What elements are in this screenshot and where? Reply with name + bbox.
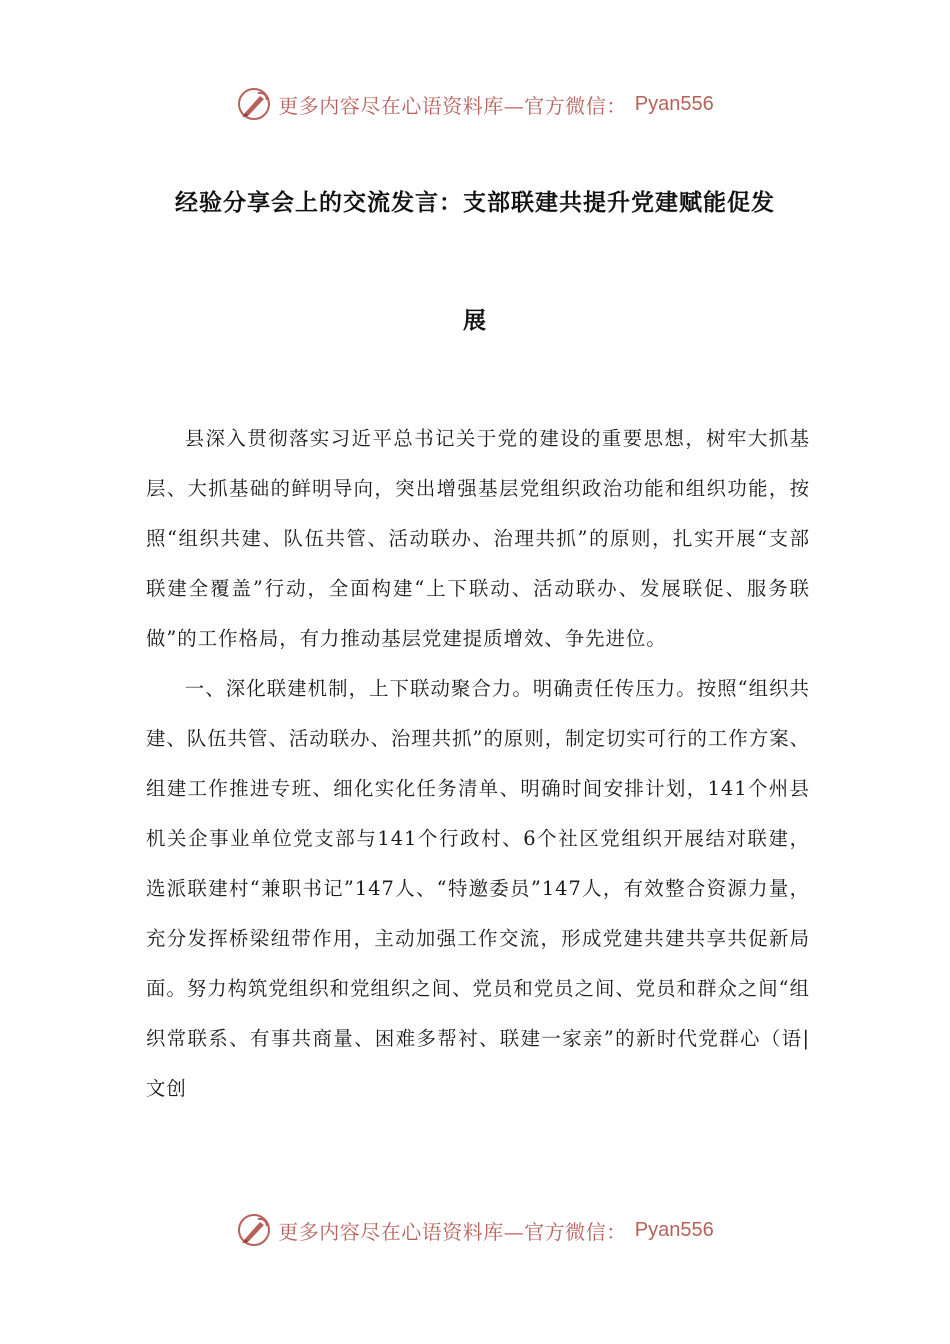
watermark-handle: Pyan556 <box>634 1218 714 1241</box>
watermark-text: 更多内容尽在心语资料库—官方微信： <box>278 93 627 118</box>
document-title-line-1: 经验分享会上的交流发言：支部联建共提升党建赋能促发 <box>175 190 775 216</box>
header-watermark <box>0 84 950 124</box>
paragraph: 一、深化联建机制，上下联动聚合力。明确责任传压力。按照“组织共建、队伍共管、活动联办、治理共抓”的原则，制定切实可行的工作方案、组建工作推进专班、细化实化任务清单、明确时间安排计划，141个州县机关企事业单位党支部与141个行政村、6个社区党组织开展结对联建，选派联建村“兼职书记”147人、“特邀委员”147人，有效整合资源力量，充分发挥桥梁纽带作用，主动加强工作交流，形成党建共建共享共促新局面。努力构筑党组织和党组织之间、党员和党员之间、党员和群众之间“组织常联系、有事共商量、困难多帮衬、联建一家亲”的新时代党群心（语|文创 <box>146 677 810 1100</box>
pen-logo-icon <box>236 86 272 122</box>
paragraph: 县深入贯彻落实习近平总书记关于党的建设的重要思想，树牢大抓基层、大抓基础的鲜明导向，突出增强基层党组织政治功能和组织功能，按照“组织共建、队伍共管、活动联办、治理共抓”的原则，扎实开展“支部联建全覆盖”行动，全面构建“上下联动、活动联办、发展联促、服务联做”的工作格局，有力推动基层党建提质增效、争先进位。 <box>146 427 810 650</box>
watermark-text: 更多内容尽在心语资料库—官方微信： <box>278 1219 627 1244</box>
pen-logo-icon <box>236 1212 272 1248</box>
document-body <box>146 414 810 1114</box>
document-title-line-2: 展 <box>463 308 487 334</box>
watermark-handle: Pyan556 <box>634 92 714 115</box>
footer-watermark <box>0 1210 950 1250</box>
